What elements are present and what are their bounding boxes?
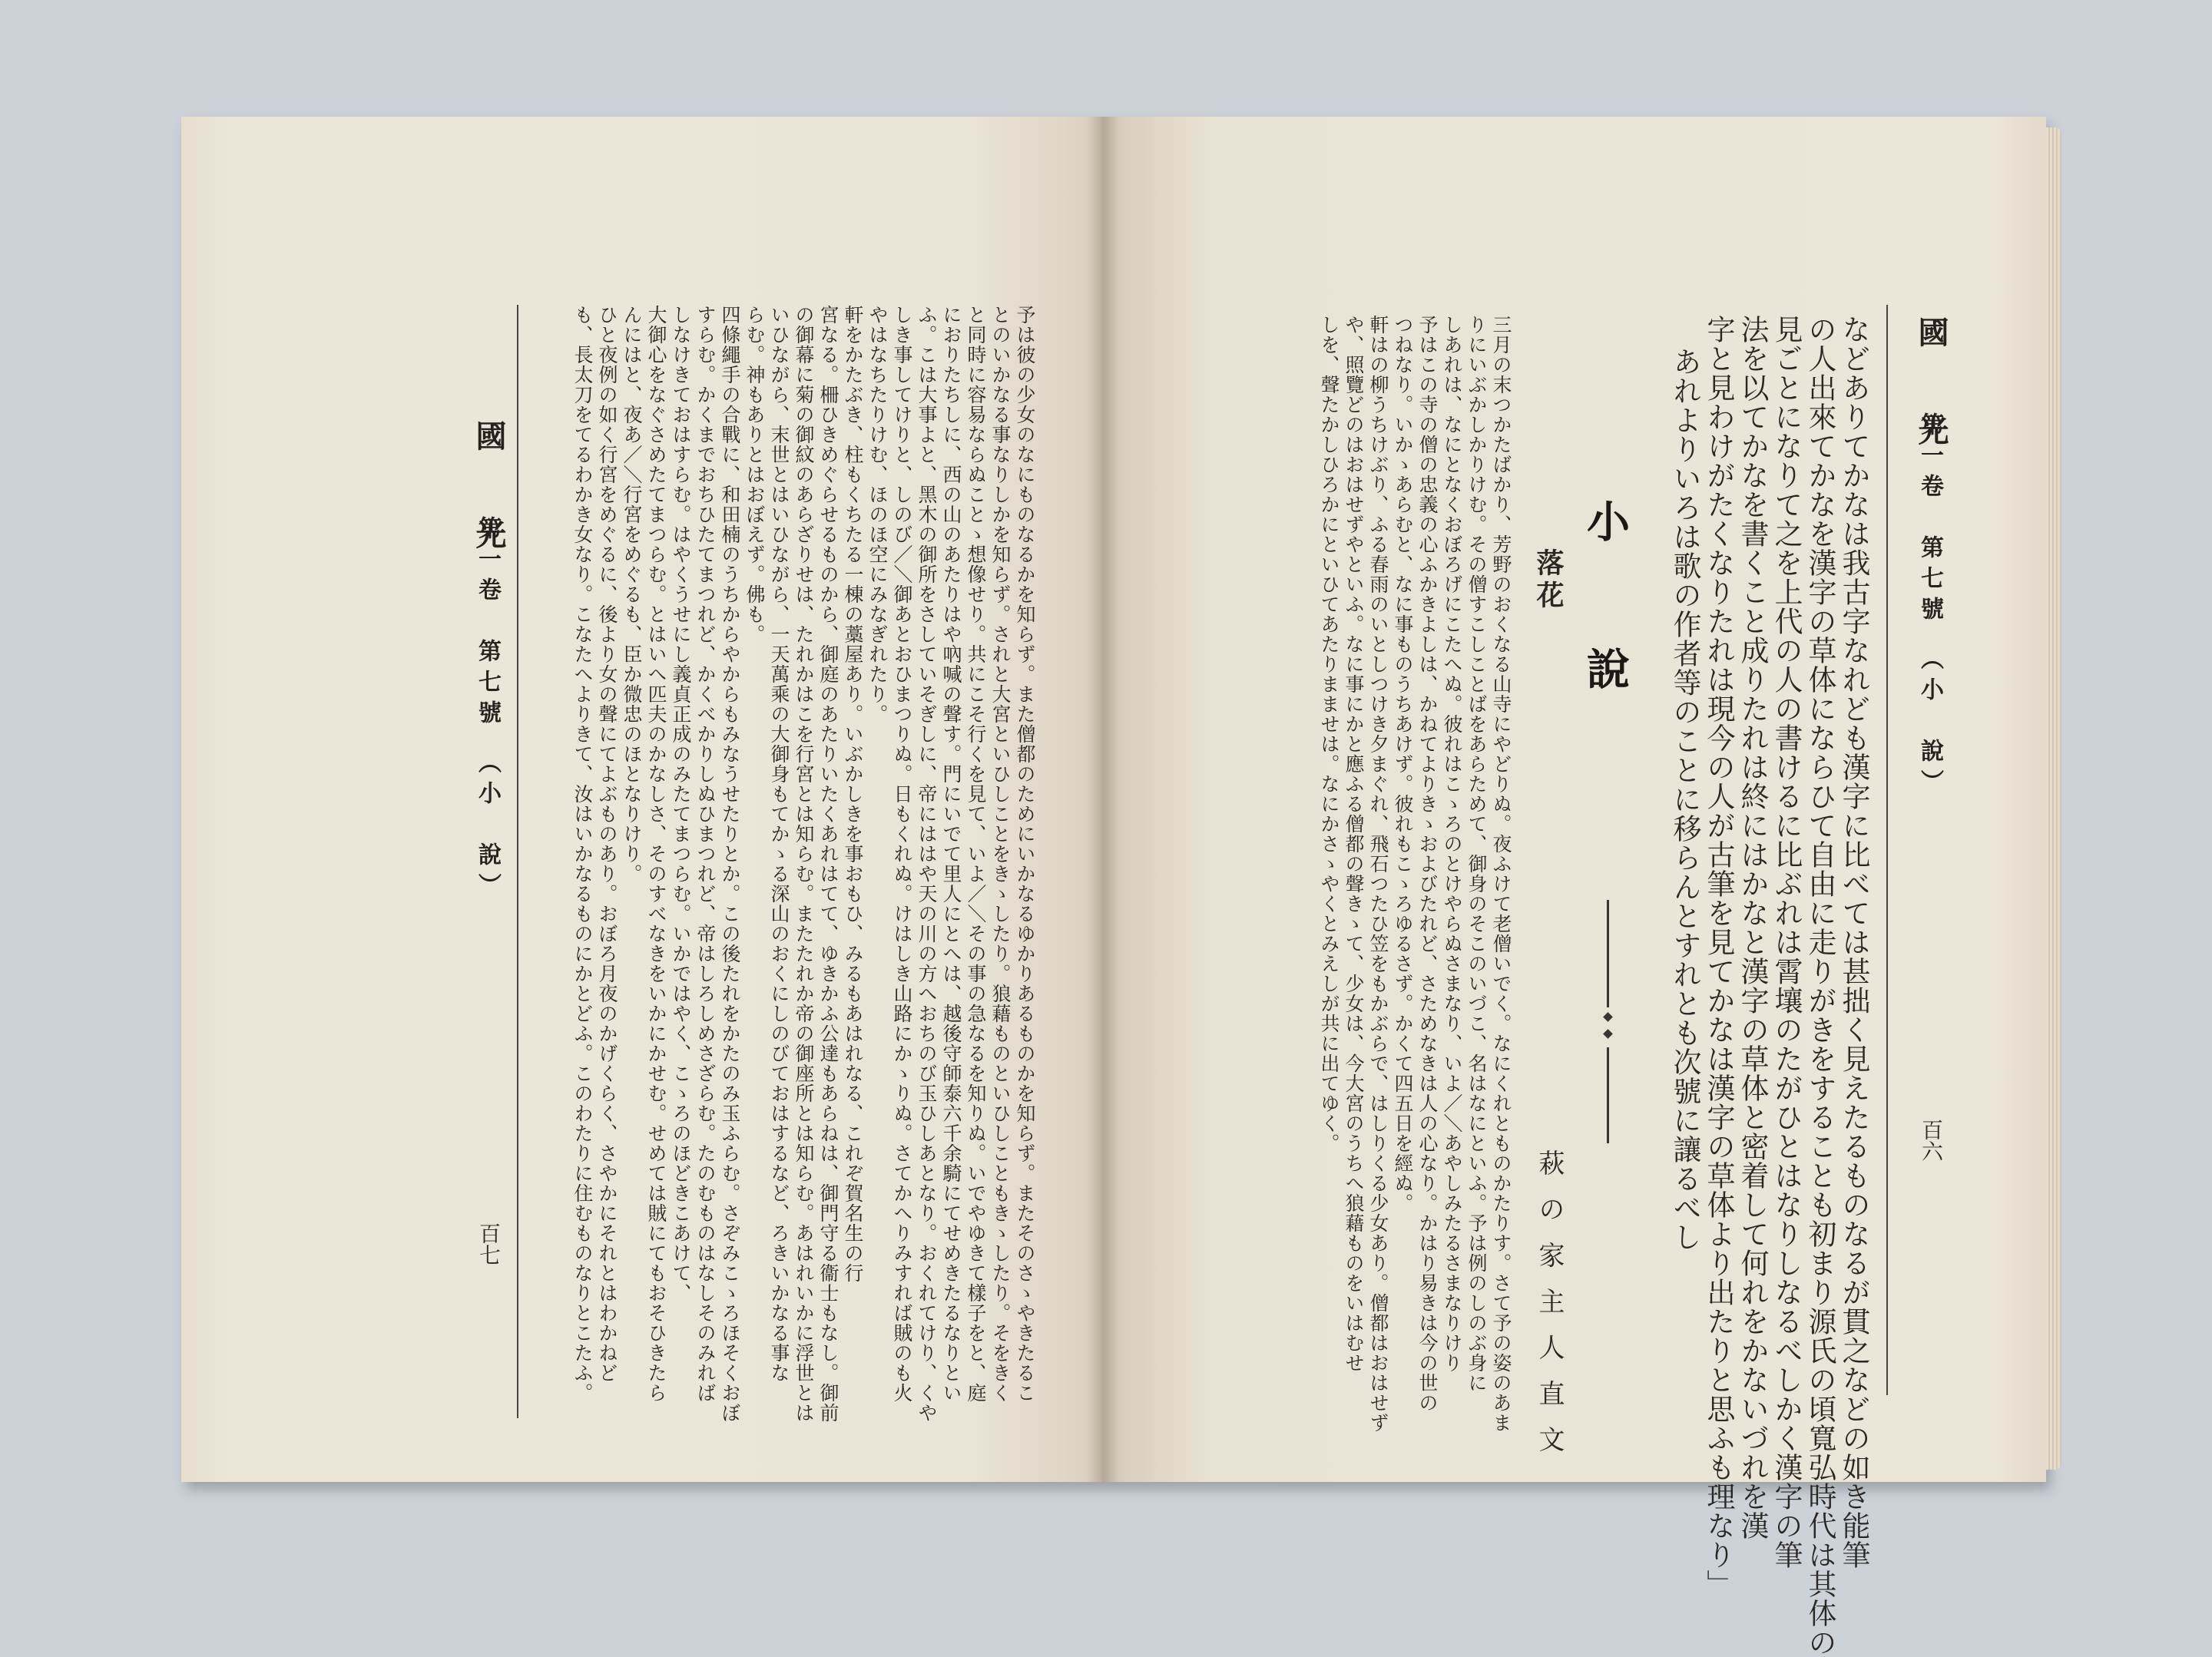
- text-line: の御幕に菊の御紋のあらざりせは、たれかはこを行宮とは知らむ。またたれか帝の御座所とは知らむ。あはれいかに浮世とは: [793, 305, 815, 1423]
- ornament-rule: [1607, 900, 1609, 1007]
- text-line: におりたちしに、西の山のあたりはや吶喊の聲す。門にいでて里人にとへは、越後守師泰六千余騎にてせめきたるなりとい: [940, 305, 962, 1403]
- text-line: 四條繩手の合戰に、和田楠のうちからやからもみなうせたりとか。この後たれをかたのみ玉ふらむ。さぞみこゝろほそくおぼ: [719, 305, 741, 1423]
- text-line: ふ。こは大事よと、黑木の御所をさしていそぎしに、帝にははや天の川の方へおちのび玉ひしあとなり。おくれてけり、くや: [916, 305, 938, 1423]
- text-line: と同時に容易ならぬことゝ想像せり。共にこそ行くを見て、いよ／＼その事の急なるを知りぬ。いでやゆきて樣子をと、庭: [965, 305, 987, 1403]
- ornament-dot: [1603, 1029, 1613, 1039]
- story-title: 落花: [1532, 548, 1565, 613]
- text-line: しき事してけりと、しのび／＼御あとおひまつりぬ。日もくれぬ。けはしき山路にかゝりぬ。さてかへりみすれば賊のも火: [891, 305, 913, 1403]
- text-line: やはなちたりけむ、ほのほ空にみなぎれたり。: [866, 305, 889, 724]
- story-line: 軒はの柳うちけぶり、ふる春雨のいとしつけき夕まぐれ、飛石つたひ笠をもかぶらで、はしりくる少女あり。僧都はおはせず: [1367, 315, 1389, 1433]
- essay-line: 法を以てかなを書くこと成りたれは終にはかなと漢字の草体と密着して何れをかないづれを漢: [1736, 315, 1769, 1540]
- ornament-dot: [1603, 1012, 1613, 1022]
- ornament-rule: [1607, 1047, 1609, 1143]
- left-header-rule: [517, 305, 518, 1418]
- text-line: 宮なる。柵ひきめぐらせるものから、御庭のあたりいたくあれはてて、ゆきかふ公達もあらねは、御門守る衞士もなし。御前: [817, 305, 839, 1423]
- story-line: 三月の末つかたばかり、芳野のおくなる山寺にやどりぬ。夜ふけて老僧いでく。なにくれとものかたりす。さて予の姿のあま: [1490, 315, 1512, 1433]
- text-line: も、長太刀をてるわかき女なり。こなたへよりきて、汝はいかなるものにかとどふ。このわたりに住むものなりとこたふ。: [571, 305, 594, 1403]
- text-line: すらむ。かくまでおちひたてまつれど、かくべかりしぬひまつれど、帝はしろしめさざらむ。たのむものはなしそのみれば: [694, 305, 717, 1403]
- book-gutter: [1086, 117, 1120, 1482]
- left-page: [181, 117, 1101, 1482]
- text-line: 大御心をなぐさめたてまつらむ。とはいへ匹夫のかなしさ、そのすべなきをいかにかせむ。せめては賊にてもおそひきたら: [645, 305, 667, 1403]
- text-line: らむ。神もありとはおぼえず。佛も。: [743, 305, 766, 644]
- essay-line: あれよりいろは歌の作者等のことに移らんとすれとも次號に讓るべし: [1668, 347, 1701, 1252]
- text-line: んにはと、夜あ／＼行宮をめぐるも、臣か微忠のほとなりけり。: [621, 305, 643, 884]
- essay-line: 字と見わけがたくなりたれは現今の人が古筆を見てかなは漢字の草体より出たりと思ふも理なり」: [1702, 315, 1735, 1599]
- story-author: 萩の家主人直文: [1534, 1149, 1565, 1472]
- text-line: しなけきておはすらむ。はやくうせにし義貞正成のみたてまつらむ。いかではやく、こゝろのほどきこあけて、: [670, 305, 692, 1303]
- story-line: 予はこの寺の僧の忠義の心ふかきよしは、かねてよりきゝおよびたれど、さためなきは人の心なり。かはり易きは今の世の: [1416, 315, 1439, 1413]
- essay-line: 見ごとになりて之を上代の人の書けるに比ぶれは霄壤のたがひとはなりしなるべしかく漢字の筆: [1770, 315, 1803, 1569]
- left-journal-title: 國 光: [471, 420, 507, 567]
- text-line: 軒をかたぶき、柱もくちたる一棟の藁屋あり。いぶかしきを事おもひ、みるもあはれなる、これぞ賀名生の行: [842, 305, 864, 1283]
- open-book: [181, 117, 2046, 1657]
- story-line: や、照覽どのはおはせずやといふ。なに事にかと應ふる僧都の聲きゝて、少女は、今大宮のうちへ狼藉ものをいはむせ: [1343, 315, 1365, 1373]
- text-line: ひと夜例の如く行宮をめぐるに、後より女の聲にてよぶものあり。おぼろ月夜のかげくらく、さやかにそれとはわかねど: [596, 305, 618, 1383]
- left-volume-label: 第一卷 第七號 （小 說）: [474, 516, 501, 904]
- story-line: りにいぶかしかりけむ。その僧すこしことばをあらためて、御身のそこのいづこ、名はなにといふ。予は例のしのぶ身に: [1465, 315, 1488, 1393]
- right-volume-label: 第一卷 第七號 （小 說）: [1916, 412, 1943, 800]
- essay-line: などありてかなは我古字なれども漢字に比べては甚拙く見えたるものなるが貫之などの如き能筆: [1837, 315, 1870, 1569]
- text-line: 予は彼の少女のなにものなるかを知らず。また僧都のためにいかなるゆかりあるものかを知らず。またそのさゝやきたるこ: [1014, 305, 1036, 1403]
- story-line: しあれは、なにとなくおぼろげにこたへぬ。彼れはこゝろのとけやらぬさまなり、いよ／＼あやしみたるさまなりけり: [1441, 315, 1463, 1373]
- essay-line: の人出來てかなを漢字の草体にならひて自由に走りがきをすることも初まり源氏の頃寬弘時代は其体の: [1803, 315, 1836, 1657]
- section-heading: 小 說: [1580, 499, 1631, 720]
- story-line: しを、聲たかしひろかにといひてあたりまませは。なにかさゝやくとみえしが共に出てゆく。: [1318, 315, 1340, 1153]
- right-page-number: 百六: [1919, 1119, 1944, 1162]
- story-line: つねなり。いかゝあらむと、なに事ものうちあけず。彼れもこゝろゆるさず。かくて四五日を經ぬ。: [1392, 315, 1414, 1213]
- left-page-number: 百七: [476, 1222, 502, 1265]
- text-line: とのいかなる事なりしかを知らず。されと大宮といひしことをきゝしたり。狼藉ものといひしこともきゝしたり。そをきく: [989, 305, 1012, 1403]
- text-line: いひながら、末世とはいひながら、一天萬乘の大御身もてかゝる深山のおくにしのびておはするなど、ろきいかなる事な: [768, 305, 790, 1383]
- right-header-rule: [1886, 305, 1888, 1395]
- right-page: [1101, 117, 2046, 1657]
- right-journal-title: 國 光: [1913, 316, 1949, 464]
